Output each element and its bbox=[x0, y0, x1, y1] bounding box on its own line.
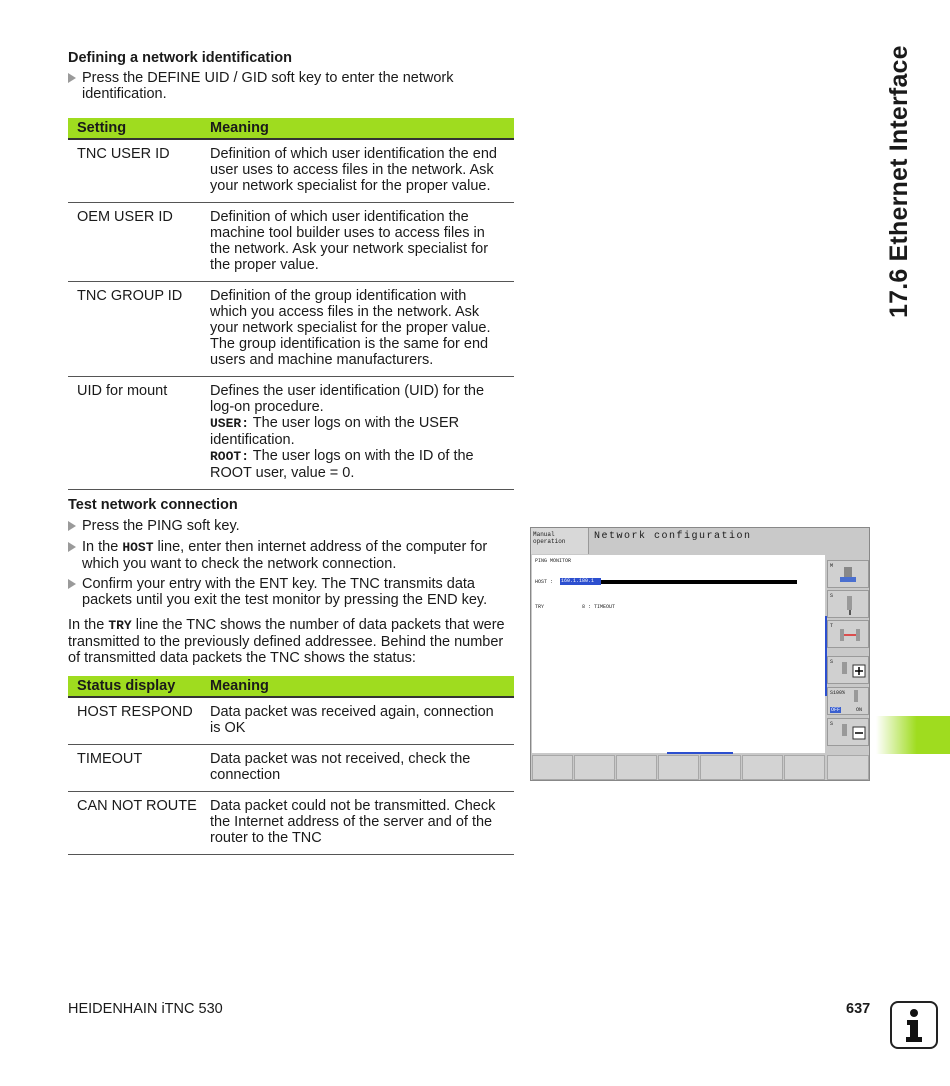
try-value: 8 : TIMEOUT bbox=[582, 604, 616, 610]
softkey-label: S bbox=[830, 721, 834, 727]
page-number: 637 bbox=[846, 1001, 871, 1017]
settings-table bbox=[68, 118, 514, 490]
root-keyword: ROOT: bbox=[210, 449, 250, 464]
triangle-bullet-icon bbox=[68, 73, 76, 83]
try-keyword: TRY bbox=[108, 618, 132, 633]
host-value[interactable]: 160.1.180.1 bbox=[560, 578, 601, 585]
softkey-spindle-minus[interactable] bbox=[827, 718, 869, 746]
host-label: HOST : bbox=[535, 579, 554, 585]
setting-cell: OEM USER ID bbox=[68, 203, 201, 282]
table-header-row bbox=[68, 118, 514, 139]
try-label: TRY bbox=[535, 604, 545, 610]
step-text: Confirm your entry with the ENT key. The TNC transmits data packets until you exit the test monitor by pressing the END key. bbox=[82, 576, 488, 608]
try-paragraph bbox=[68, 617, 514, 666]
softkey-bottom[interactable] bbox=[700, 755, 741, 780]
table-row bbox=[68, 282, 514, 377]
meaning-text: Defines the user identification (UID) for the log-on procedure. bbox=[210, 383, 485, 415]
softkey-m[interactable] bbox=[827, 560, 869, 588]
operating-mode-box bbox=[531, 528, 589, 554]
section-heading-test-connection: Test network connection bbox=[68, 497, 238, 513]
status-cell: HOST RESPOND bbox=[68, 697, 201, 745]
triangle-bullet-icon bbox=[68, 579, 76, 589]
softkey-label: S bbox=[830, 659, 834, 665]
softkey-t[interactable] bbox=[827, 620, 869, 648]
softkey-label: S bbox=[830, 593, 834, 599]
step-ping bbox=[68, 518, 522, 534]
plus-icon bbox=[828, 657, 870, 685]
root-text: The user logs on with the ID of the ROOT user, value = 0. bbox=[210, 448, 474, 481]
softkey-spindle-override[interactable] bbox=[827, 687, 869, 715]
meaning-cell: Data packet was received again, connection is OK bbox=[201, 697, 514, 745]
para-text: In the bbox=[68, 617, 109, 633]
footer-product: HEIDENHAIN iTNC 530 bbox=[68, 1001, 223, 1017]
user-text: The user logs on with the USER identification. bbox=[210, 415, 460, 448]
tool-icon bbox=[828, 591, 870, 619]
chapter-side-title: 17.6 Ethernet Interface bbox=[885, 45, 913, 318]
column-header: Setting bbox=[68, 118, 201, 139]
softkey-bottom[interactable] bbox=[616, 755, 657, 780]
off-label: OFF bbox=[831, 707, 841, 713]
status-cell: CAN NOT ROUTE bbox=[68, 792, 201, 855]
minus-icon bbox=[828, 719, 870, 747]
softkey-bottom[interactable] bbox=[784, 755, 825, 780]
table-row bbox=[68, 697, 514, 745]
on-label: ON bbox=[856, 707, 863, 713]
step-text: Press the DEFINE UID / GID soft key to enter the network identification. bbox=[82, 70, 454, 102]
host-keyword: HOST bbox=[122, 540, 154, 555]
screen-title: Network configuration bbox=[594, 531, 752, 542]
ping-monitor-area bbox=[532, 555, 825, 753]
triangle-bullet-icon bbox=[68, 542, 76, 552]
table-row bbox=[68, 792, 514, 855]
step-host bbox=[68, 539, 522, 572]
step-text: Press the PING soft key. bbox=[82, 518, 240, 534]
triangle-bullet-icon bbox=[68, 521, 76, 531]
status-table bbox=[68, 676, 514, 855]
tnc-screenshot bbox=[530, 527, 870, 781]
setting-cell: UID for mount bbox=[68, 377, 201, 490]
info-glyph bbox=[892, 1003, 936, 1047]
tool-change-icon bbox=[828, 621, 870, 649]
setting-cell: TNC USER ID bbox=[68, 139, 201, 203]
status-cell: TIMEOUT bbox=[68, 745, 201, 792]
table-row bbox=[68, 745, 514, 792]
step-define-uid bbox=[68, 70, 522, 102]
softkey-bottom[interactable] bbox=[574, 755, 615, 780]
meaning-cell: Definition of the group identification with which you access files in the network. Ask your network specialist for the proper value. The group identification is the same for end users and machine manufacturers. bbox=[201, 282, 514, 377]
info-icon bbox=[890, 1001, 938, 1049]
meaning-cell: Definition of which user identification the end user uses to access files in the network. Ask your network specialist for the proper value. bbox=[201, 139, 514, 203]
column-header: Meaning bbox=[201, 676, 514, 697]
step-text: In the bbox=[82, 539, 123, 555]
softkey-bottom[interactable] bbox=[658, 755, 699, 780]
meaning-cell: Data packet could not be transmitted. Check the Internet address of the server and of the router to the TNC bbox=[201, 792, 514, 855]
para-text: line the TNC shows the number of data packets that were transmitted to the previously defined addressee. Behind the number of transmitted data packets the TNC shows the status: bbox=[68, 617, 505, 666]
chapter-tab-marker bbox=[876, 716, 950, 754]
meaning-cell: Definition of which user identification the machine tool builder uses to access files in the network. Ask your network specialist for the proper value. bbox=[201, 203, 514, 282]
softkey-spindle-plus[interactable] bbox=[827, 656, 869, 684]
step-text: line, enter then internet address of the computer for which you want to check the network connection. bbox=[82, 539, 488, 572]
table-row bbox=[68, 203, 514, 282]
active-softkey-indicator bbox=[667, 752, 733, 754]
softkey-bottom[interactable] bbox=[532, 755, 573, 780]
mode-line: operation bbox=[533, 538, 566, 545]
column-header: Status display bbox=[68, 676, 201, 697]
meaning-cell: Data packet was not received, check the connection bbox=[201, 745, 514, 792]
softkey-label: S100% bbox=[830, 690, 846, 696]
softkey-bottom[interactable] bbox=[742, 755, 783, 780]
monitor-label: PING MONITOR bbox=[535, 558, 572, 564]
host-input-bar[interactable] bbox=[587, 580, 797, 584]
table-row bbox=[68, 377, 514, 490]
step-confirm bbox=[68, 576, 522, 608]
softkey-label: M bbox=[830, 563, 834, 569]
softkey-label: T bbox=[830, 623, 834, 629]
column-header: Meaning bbox=[201, 118, 514, 139]
meaning-cell bbox=[201, 377, 514, 490]
mode-line: Manual bbox=[533, 531, 555, 538]
user-keyword: USER: bbox=[210, 416, 250, 431]
table-header-row bbox=[68, 676, 514, 697]
softkey-bottom[interactable] bbox=[827, 755, 869, 780]
table-row bbox=[68, 139, 514, 203]
softkey-s[interactable] bbox=[827, 590, 869, 618]
spindle-icon bbox=[828, 561, 870, 589]
section-heading-network-id: Defining a network identification bbox=[68, 50, 292, 66]
setting-cell: TNC GROUP ID bbox=[68, 282, 201, 377]
